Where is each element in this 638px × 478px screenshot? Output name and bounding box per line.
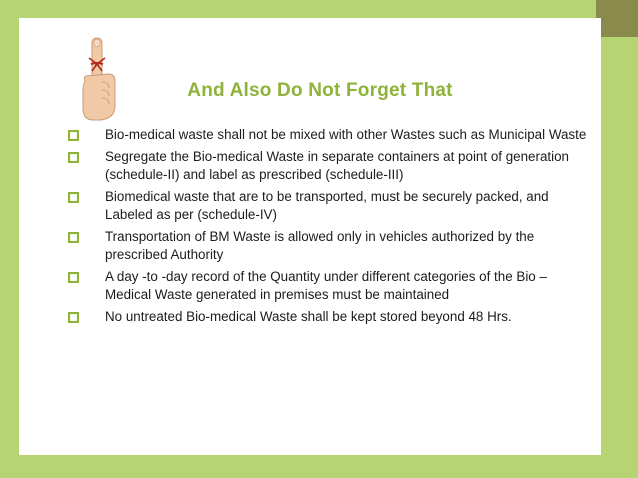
bullet-list bbox=[68, 126, 588, 330]
square-bullet-icon bbox=[68, 272, 79, 283]
bullet-text: Transportation of BM Waste is allowed only in vehicles authorized by the prescribed Authority bbox=[105, 229, 535, 262]
list-item bbox=[68, 308, 588, 326]
list-item bbox=[68, 148, 588, 184]
square-bullet-icon bbox=[68, 192, 79, 203]
list-item bbox=[68, 188, 588, 224]
bullet-text: Segregate the Bio-medical Waste in separate containers at point of generation (schedule-II) and label as prescribed (schedule-III) bbox=[105, 149, 569, 182]
corner-accent bbox=[596, 0, 638, 37]
bullet-text: Bio-medical waste shall not be mixed with other Wastes such as Municipal Waste bbox=[105, 127, 587, 142]
list-item bbox=[68, 268, 588, 304]
square-bullet-icon bbox=[68, 152, 79, 163]
square-bullet-icon bbox=[68, 312, 79, 323]
list-item bbox=[68, 126, 588, 144]
bullet-text: No untreated Bio-medical Waste shall be kept stored beyond 48 Hrs. bbox=[105, 309, 512, 324]
square-bullet-icon bbox=[68, 232, 79, 243]
bullet-text: Biomedical waste that are to be transported, must be securely packed, and Labeled as per (schedule-IV) bbox=[105, 189, 549, 222]
list-item bbox=[68, 228, 588, 264]
bullet-text: A day -to -day record of the Quantity under different categories of the Bio – Medical Waste generated in premises must be maintained bbox=[105, 269, 547, 302]
finger-with-ribbon-icon bbox=[79, 36, 119, 122]
square-bullet-icon bbox=[68, 130, 79, 141]
slide-title: And Also Do Not Forget That bbox=[187, 80, 453, 101]
